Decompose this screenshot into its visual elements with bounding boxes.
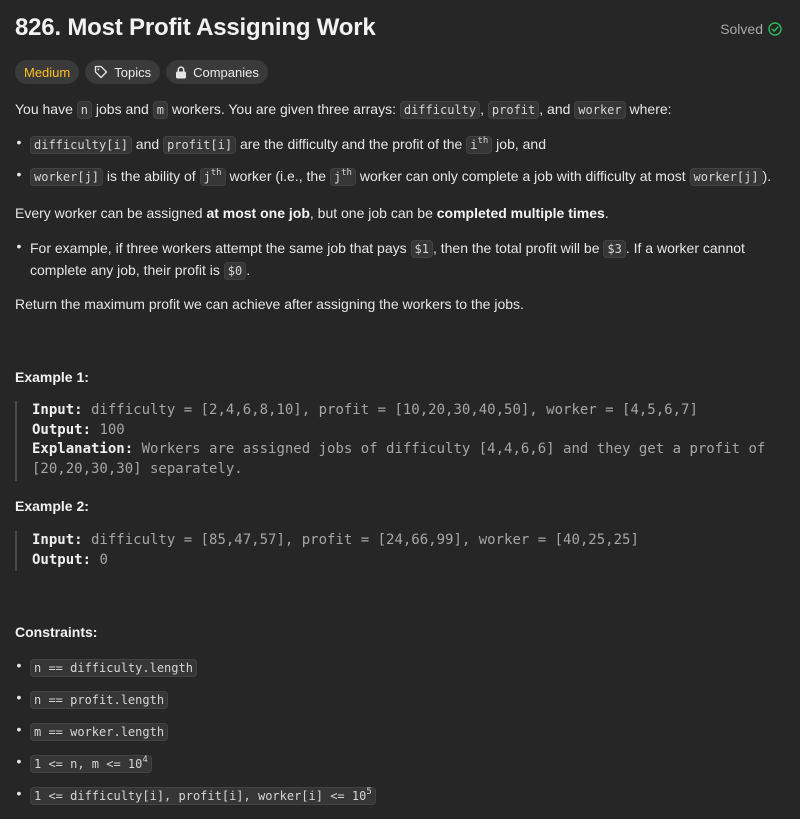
text: ).: [762, 168, 772, 184]
inline-code: $3: [603, 240, 625, 258]
constraint-item: [30, 753, 785, 775]
bold-text: at most one job: [206, 205, 310, 221]
bullet: •: [16, 166, 22, 182]
constraint-item: [30, 657, 785, 679]
tag-icon: [94, 65, 108, 79]
inline-code: difficulty[i]: [30, 136, 132, 154]
companies-label: Companies: [193, 64, 259, 80]
input-value: difficulty = [2,4,6,8,10], profit = [10,20,30,40,50], worker = [4,5,6,7]: [82, 402, 698, 418]
example-2-block: [15, 531, 639, 571]
bullet-item: [30, 166, 785, 188]
inline-code: m == worker.length: [30, 723, 168, 741]
output-label: Output:: [32, 421, 92, 438]
inline-code: n: [77, 101, 92, 119]
bullet: •: [16, 721, 22, 737]
topics-label: Topics: [114, 64, 152, 80]
inline-code: profit[i]: [163, 136, 236, 154]
rule-paragraph: [15, 203, 609, 223]
bullet: •: [16, 238, 22, 254]
text: For example, if three workers attempt the same job that pays: [30, 240, 411, 256]
constraints-title: Constraints:: [15, 624, 98, 640]
example-2-title: Example 2:: [15, 498, 89, 514]
inline-code: [330, 168, 356, 186]
superscript: 4: [142, 755, 148, 765]
text: You have: [15, 101, 77, 117]
text: , but one job can be: [309, 205, 437, 221]
example-1-title: Example 1:: [15, 369, 89, 385]
lock-icon: [175, 66, 187, 79]
bold-text: completed multiple times: [436, 205, 605, 221]
text: .: [246, 262, 251, 278]
inline-code: $1: [411, 240, 433, 258]
output-value: 100: [91, 421, 125, 438]
return-paragraph: Return the maximum profit we can achieve after assigning the workers to the jobs.: [15, 296, 524, 312]
bullet: •: [16, 785, 22, 801]
text: is the ability of: [103, 168, 200, 184]
text: j: [333, 170, 342, 184]
bullet: •: [16, 689, 22, 705]
constraint-item: [30, 689, 785, 711]
text: job, and: [492, 136, 546, 152]
superscript: th: [477, 136, 489, 146]
superscript: th: [341, 168, 352, 178]
tag-row: [15, 60, 268, 84]
explanation-value: [20,20,30,30] separately.: [32, 460, 243, 477]
solved-status: [720, 21, 782, 37]
inline-code: m: [153, 101, 168, 119]
superscript: 5: [366, 787, 372, 797]
text: 1 <= difficulty[i], profit[i], worker[i] <= 10: [34, 789, 367, 803]
explanation-label: Explanation:: [32, 441, 134, 457]
inline-code: n == profit.length: [30, 691, 168, 709]
bullet: •: [16, 134, 22, 150]
inline-code: [30, 755, 152, 773]
solved-label: Solved: [720, 21, 763, 37]
text: complete any job, their profit is: [30, 262, 224, 278]
example-1-block: [15, 401, 765, 481]
inline-code: profit: [488, 101, 539, 119]
intro-paragraph: [15, 99, 672, 120]
inline-code: [30, 787, 376, 805]
text: j: [203, 170, 211, 184]
constraint-item: [30, 785, 785, 807]
bullet-item: [30, 134, 785, 156]
text: and: [131, 136, 164, 152]
bullet: •: [16, 657, 22, 673]
topics-button[interactable]: [85, 60, 160, 84]
superscript: th: [210, 168, 222, 178]
bullet: •: [16, 753, 22, 769]
text: i: [470, 138, 478, 152]
text: , and: [539, 101, 575, 117]
difficulty-label: Medium: [24, 64, 71, 80]
text: ,: [480, 101, 488, 117]
text: , then the total profit will be: [432, 240, 604, 256]
input-label: Input:: [32, 402, 83, 418]
text: workers. You are given three arrays:: [167, 101, 400, 117]
inline-code: worker[j]: [690, 168, 763, 186]
text: 1 <= n, m <= 10: [34, 757, 143, 771]
inline-code: [466, 136, 492, 154]
text: .: [604, 205, 609, 221]
check-circle-icon: [768, 22, 782, 36]
text: worker (i.e., the: [225, 168, 330, 184]
input-value: difficulty = [85,47,57], profit = [24,66,99], worker = [40,25,25]: [82, 532, 639, 548]
constraint-item: [30, 721, 785, 743]
text: are the difficulty and the profit of the: [236, 136, 467, 152]
text: . If a worker cannot: [625, 240, 745, 256]
inline-code: $0: [224, 262, 246, 280]
inline-code: n == difficulty.length: [30, 659, 197, 677]
text: where:: [625, 101, 672, 117]
output-label: Output:: [32, 551, 92, 568]
problem-title: 826. Most Profit Assigning Work: [15, 14, 376, 41]
bullet-item: [30, 238, 785, 282]
text: jobs and: [92, 101, 153, 117]
inline-code: worker[j]: [30, 168, 103, 186]
difficulty-badge[interactable]: [15, 60, 79, 84]
output-value: 0: [91, 551, 108, 568]
companies-button[interactable]: [166, 60, 268, 84]
inline-code: [200, 168, 226, 186]
explanation-value: Workers are assigned jobs of difficulty [4,4,6,6] and they get a profit of: [133, 441, 766, 457]
input-label: Input:: [32, 532, 83, 548]
text: worker can only complete a job with difficulty at most: [355, 168, 690, 184]
text: Every worker can be assigned: [15, 205, 207, 221]
inline-code: worker: [574, 101, 625, 119]
inline-code: difficulty: [400, 101, 480, 119]
